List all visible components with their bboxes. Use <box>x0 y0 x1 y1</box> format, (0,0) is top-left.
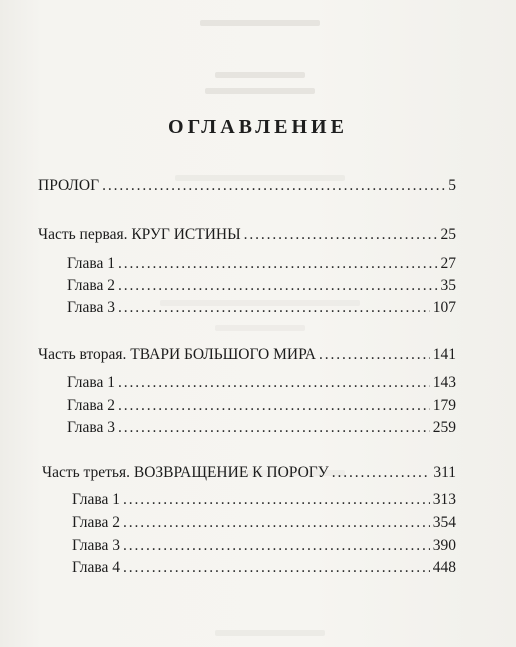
toc-entry-page: 25 <box>440 226 456 243</box>
toc-leader-dots <box>319 345 430 365</box>
toc-leader-dots <box>123 558 430 578</box>
toc-entry-part-1-chapter-2 <box>67 276 456 296</box>
bleed-through-mark <box>200 20 320 26</box>
toc-leader-dots <box>123 536 430 556</box>
toc-entry-part-3-chapter-1 <box>72 490 456 510</box>
toc-entry-part-2-chapter-3 <box>67 418 456 438</box>
toc-entry-part-1-chapter-1 <box>67 254 456 274</box>
toc-entry-page: 107 <box>432 299 456 316</box>
toc-entry-label: Глава 1 <box>72 491 121 508</box>
toc-entry-label: Глава 1 <box>67 374 116 391</box>
toc-entry-part-2-chapter-1 <box>67 373 456 393</box>
toc-entry-label: Глава 2 <box>67 397 116 414</box>
toc-entry-page: 141 <box>432 346 456 363</box>
toc-entry-page: 259 <box>432 419 456 436</box>
toc-leader-dots <box>118 396 430 416</box>
toc-leader-dots <box>118 298 430 318</box>
toc-leader-dots <box>332 463 431 483</box>
toc-entry-part-3-chapter-2 <box>72 513 456 533</box>
toc-entry-page: 313 <box>432 491 456 508</box>
toc-leader-dots <box>244 225 438 245</box>
toc-entry-page: 311 <box>433 464 456 481</box>
toc-entry-label: Часть вторая. ТВАРИ БОЛЬШОГО МИРА <box>38 346 316 363</box>
toc-entry-page: 354 <box>432 514 456 531</box>
toc-entry-page: 27 <box>440 255 456 272</box>
toc-entry-part-2-chapter-2 <box>67 396 456 416</box>
toc-entry-part-2 <box>38 345 456 365</box>
toc-leader-dots <box>118 254 437 274</box>
toc-entry-part-3 <box>42 463 456 483</box>
toc-entry-label: Глава 4 <box>72 559 121 576</box>
bleed-through-mark <box>215 325 305 331</box>
toc-entry-label: Глава 2 <box>72 514 121 531</box>
toc-leader-dots <box>123 513 430 533</box>
bleed-through-mark <box>205 88 315 94</box>
toc-leader-dots <box>118 276 437 296</box>
bleed-through-mark <box>215 72 305 78</box>
toc-entry-part-3-chapter-4 <box>72 558 456 578</box>
toc-entry-part-1-chapter-3 <box>67 298 456 318</box>
bleed-through-mark <box>215 630 325 636</box>
toc-entry-part-1 <box>38 225 456 245</box>
toc-entry-page: 5 <box>448 177 456 194</box>
toc-entry-page: 35 <box>440 277 456 294</box>
toc-leader-dots <box>118 373 430 393</box>
toc-entry-label: Глава 2 <box>67 277 116 294</box>
toc-entry-page: 179 <box>432 397 456 414</box>
toc-entry-label: ПРОЛОГ <box>38 177 100 194</box>
toc-title: ОГЛАВЛЕНИЕ <box>168 116 348 138</box>
toc-entry-page: 448 <box>432 559 456 576</box>
toc-leader-dots <box>102 176 445 196</box>
toc-entry-label: Глава 3 <box>67 419 116 436</box>
toc-leader-dots <box>118 418 430 438</box>
toc-entry-label: Глава 1 <box>67 255 116 272</box>
toc-entry-label: Глава 3 <box>67 299 116 316</box>
toc-entry-prologue <box>38 176 456 196</box>
toc-leader-dots <box>123 490 430 510</box>
toc-entry-page: 143 <box>432 374 456 391</box>
toc-entry-label: Часть первая. КРУГ ИСТИНЫ <box>38 226 241 243</box>
toc-entry-label: Часть третья. ВОЗВРАЩЕНИЕ К ПОРОГУ <box>42 464 329 481</box>
toc-entry-label: Глава 3 <box>72 537 121 554</box>
toc-entry-part-3-chapter-3 <box>72 536 456 556</box>
toc-entry-page: 390 <box>432 537 456 554</box>
